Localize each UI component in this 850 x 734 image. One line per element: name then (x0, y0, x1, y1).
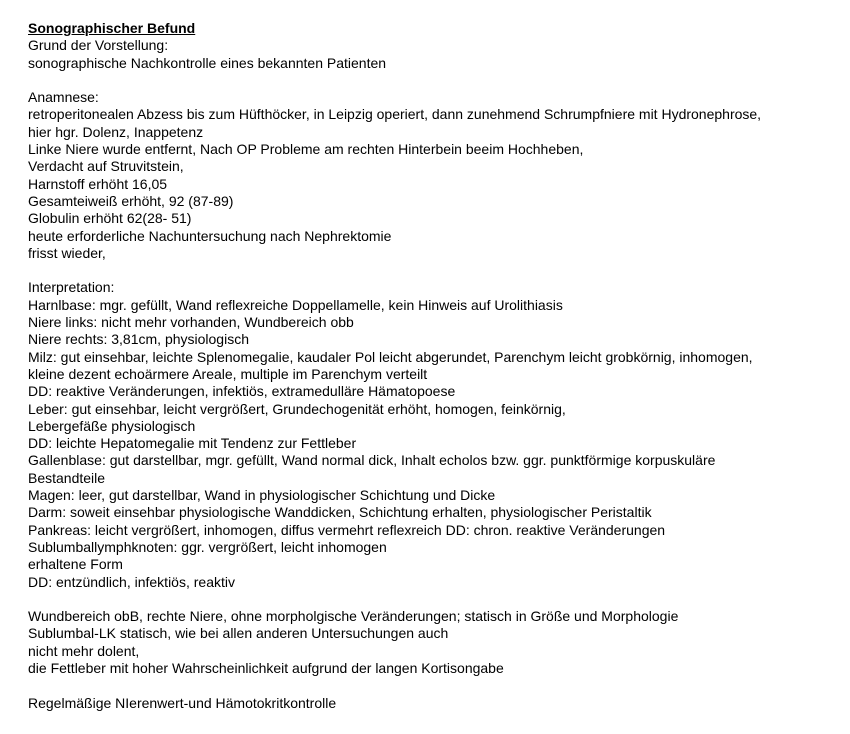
interpretation-heading: Interpretation: (28, 279, 115, 296)
anamnesis-heading: Anamnese: (28, 89, 99, 106)
interpretation-line: Sublumballymphknoten: ggr. vergrößert, leicht inhomogen (28, 538, 387, 555)
interpretation-line: DD: entzündlich, infektiös, reaktiv (28, 573, 235, 590)
anamnesis-line: Harnstoff erhöht 16,05 (28, 175, 168, 192)
interpretation-line: DD: reaktive Veränderungen, infektiös, extramedulläre Hämatopoese (28, 383, 456, 400)
conclusion-line: Sublumbal-LK statisch, wie bei allen anderen Untersuchungen auch (28, 625, 449, 642)
interpretation-line: DD: leichte Hepatomegalie mit Tendenz zur Fettleber (28, 435, 357, 452)
recommendation-text: Regelmäßige NIerenwert-und Hämotokritkontrolle (28, 694, 337, 711)
reason-section (28, 37, 838, 72)
interpretation-line: Harnlbase: mgr. gefüllt, Wand reflexreiche Doppellamelle, kein Hinweis auf Urolithiasis (28, 296, 563, 313)
interpretation-section (28, 279, 838, 590)
anamnesis-line: Linke Niere wurde entfernt, Nach OP Probleme am rechten Hinterbein beeim Hochheben, (28, 141, 584, 158)
interpretation-line: Niere rechts: 3,81cm, physiologisch (28, 331, 249, 348)
spacer (28, 72, 838, 89)
conclusion-line: Wundbereich obB, rechte Niere, ohne morpholgische Veränderungen; statisch in Größe und Morphologie (28, 608, 679, 625)
conclusion-line: die Fettleber mit hoher Wahrscheinlichkeit aufgrund der langen Kortisongabe (28, 659, 504, 676)
interpretation-line: Niere links: nicht mehr vorhanden, Wundbereich obb (28, 314, 354, 331)
interpretation-line: Darm: soweit einsehbar physiologische Wanddicken, Schichtung erhalten, physiologischer Peristaltik (28, 504, 652, 521)
reason-heading: Grund der Vorstellung: (28, 37, 169, 54)
anamnesis-line: Verdacht auf Struvitstein, (28, 158, 184, 175)
anamnesis-line: frisst wieder, (28, 244, 106, 261)
anamnesis-section (28, 89, 838, 262)
anamnesis-line: Globulin erhöht 62(28- 51) (28, 210, 192, 227)
anamnesis-line: hier hgr. Dolenz, Inappetenz (28, 123, 204, 140)
interpretation-line: Bestandteile (28, 469, 106, 486)
interpretation-line: Pankreas: leicht vergrößert, inhomogen, diffus vermehrt reflexreich DD: chron. reaktive Veränderungen (28, 521, 666, 538)
spacer (28, 591, 838, 608)
report-document (28, 20, 838, 712)
anamnesis-line: heute erforderliche Nachuntersuchung nach Nephrektomie (28, 227, 392, 244)
conclusion-line: nicht mehr dolent, (28, 642, 140, 659)
interpretation-line: Gallenblase: gut darstellbar, mgr. gefüllt, Wand normal dick, Inhalt echolos bzw. ggr. punktförmige korpuskuläre (28, 452, 716, 469)
anamnesis-line: Gesamteiweiß erhöht, 92 (87-89) (28, 192, 234, 209)
report-title: Sonographischer Befund (28, 20, 196, 36)
spacer (28, 262, 838, 279)
interpretation-line: Milz: gut einsehbar, leichte Splenomegalie, kaudaler Pol leicht abgerundet, Parenchym leicht grobkörnig, inhomogen, (28, 348, 753, 365)
interpretation-line: kleine dezent echoärmere Areale, multiple im Parenchym verteilt (28, 365, 428, 382)
interpretation-line: Magen: leer, gut darstellbar, Wand in physiologischer Schichtung und Dicke (28, 487, 496, 504)
interpretation-line: erhaltene Form (28, 556, 123, 573)
anamnesis-line: retroperitonealen Abzess bis zum Hüfthöcker, in Leipzig operiert, dann zunehmend Schrumpfniere mit Hydronephrose, (28, 106, 762, 123)
reason-text: sonographische Nachkontrolle eines bekannten Patienten (28, 54, 387, 71)
conclusion-section (28, 608, 838, 677)
spacer (28, 677, 838, 694)
interpretation-line: Lebergefäße physiologisch (28, 417, 196, 434)
interpretation-line: Leber: gut einsehbar, leicht vergrößert, Grundechogenität erhöht, homogen, feinkörnig, (28, 400, 566, 417)
